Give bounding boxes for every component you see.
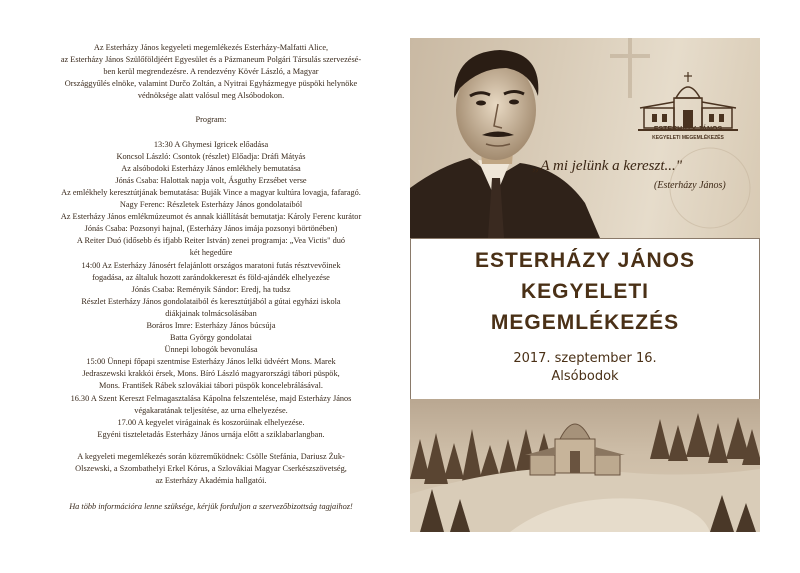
intro-line: az Esterházy János Szülőföldjéért Egyesület és a Pázmaneum Polgári Társulás szervezésé- <box>60 55 362 65</box>
quote-text: „A mi jelünk a kereszt..." <box>532 158 683 174</box>
intro-line: védnöksége alatt valósul meg Alsóbodokon. <box>137 91 285 101</box>
title-box <box>410 238 760 400</box>
event-date: 2017. szeptember 16. <box>513 351 657 366</box>
chapel-render <box>410 399 760 532</box>
program-item: Az alsóbodoki Esterházy János emlékhely bemutatása <box>121 163 301 173</box>
program-item: 13:30 A Ghymesi Igricek előadása <box>153 139 269 149</box>
program-item: Jónás Csaba: Halottak napja volt, Ásguthy Erzsébet verse <box>115 175 307 185</box>
program-item: fogadása, az általuk hozott zarándokkereszt és föld-ajándék elhelyezése <box>92 272 330 282</box>
contributors-line: Olszewski, a Szombathelyi Erkel Kórus, a Szlovákiai Magyar Cserkészszövetség, <box>75 464 347 473</box>
title-line: MEGEMLÉKEZÉS <box>490 311 680 334</box>
program-item: Koncsol László: Csontok (részlet) Előadja: Dráfi Mátyás <box>116 151 306 161</box>
logo-title: ESTERHÁZY JÁNOS <box>653 126 723 133</box>
program-item: Egyéni tiszteletadás Esterházy János urnája előtt a sziklabarlangban. <box>97 429 325 439</box>
intro-line: Országgyűlés elnöke, valamint Durčo Zoltán, a Nyitrai Egyházmegye püspöki helynöke <box>64 79 358 89</box>
program-item: Részlet Esterházy János gondolataiból és keresztútjából a gútai egyházi iskola <box>81 296 341 306</box>
quote-author: (Esterházy János) <box>654 180 726 191</box>
program-item: Jedraszewski krakkói érsek, Mons. Bíró László magyarországi tábori püspök, <box>82 369 340 379</box>
program-item: Mons. František Rábek szlovákiai tábori püspök koncelebrálásával. <box>99 381 323 391</box>
program-item: 16.30 A Szent Kereszt Felmagasztalása Kápolna felszentelése, majd Esterházy János <box>70 393 352 403</box>
intro-line: ben kerül megrendezésre. A rendezvény Kövér László, a Magyar <box>103 67 319 77</box>
intro-line: Az Esterházy János kegyeleti megemlékezés Esterházy-Malfatti Alice, <box>93 43 329 52</box>
contributors-paragraph <box>30 451 392 487</box>
title-line: ESTERHÁZY JÁNOS <box>475 249 695 272</box>
intro-paragraph <box>30 42 392 102</box>
program-item: diákjainak tolmácsolásában <box>165 308 257 318</box>
program-heading: Program: <box>195 115 227 125</box>
cover-page <box>410 38 760 532</box>
program-item: 17.00 A kegyelet virágainak és koszorúinak elhelyezése. <box>117 417 305 427</box>
event-place: Alsóbodok <box>551 369 619 384</box>
contributors-line: az Esterházy Akadémia hallgatói. <box>155 476 267 486</box>
logo-subtitle: KEGYELETI MEGEMLÉKEZÉS <box>652 135 724 141</box>
title-line: KEGYELETI <box>520 280 650 303</box>
contributors-line: A kegyeleti megemlékezés során közreműködnek: Csölle Stefánia, Dariusz Żuk- <box>77 451 345 461</box>
program-list <box>30 139 392 441</box>
program-item: 15:00 Ünnepi főpapi szentmise Esterházy János lelki üdvéért Mons. Marek <box>86 357 336 367</box>
program-item: Jónás Csaba: Reményik Sándor: Eredj, ha tudsz <box>131 284 291 294</box>
program-item: végakaratának teljesítése, az urna elhelyezése. <box>134 405 288 415</box>
program-item: két hegedűre <box>189 248 233 258</box>
program-item: Jónás Csaba: Pozsonyi hajnal, (Esterházy János imája pozsonyi börtönében) <box>84 224 338 234</box>
info-note: Ha több információra lenne szüksége, kérjük forduljon a szervezőbizottság tagjaihoz! <box>69 502 353 512</box>
program-item: Batta György gondolatai <box>170 333 252 343</box>
program-item: Az Esterházy János emlékmúzeumot és annak kiállítását bemutatja: Károly Ferenc kurátor <box>60 212 362 222</box>
program-item: A Reiter Duó (idősebb és ifjabb Reiter István) zenei programja: „Vea Victis" duó <box>76 236 346 246</box>
event-title <box>411 245 759 338</box>
chapel-render-icon <box>410 399 760 532</box>
program-item: Ünnepi lobogók bevonulása <box>164 345 258 355</box>
program-item: Az emlékhely keresztútjának bemutatása: Buják Vince a magyar kultúra lovagja, fafaragó. <box>61 187 361 197</box>
program-item: 14:00 Az Esterházy Jánosért felajánlott országos maratoni futás résztvevőinek <box>81 260 341 270</box>
program-item: Boráros Imre: Esterházy János búcsúja <box>146 320 276 330</box>
program-item: Nagy Ferenc: Részletek Esterházy János gondolataiból <box>119 200 303 210</box>
program-page <box>30 42 392 513</box>
